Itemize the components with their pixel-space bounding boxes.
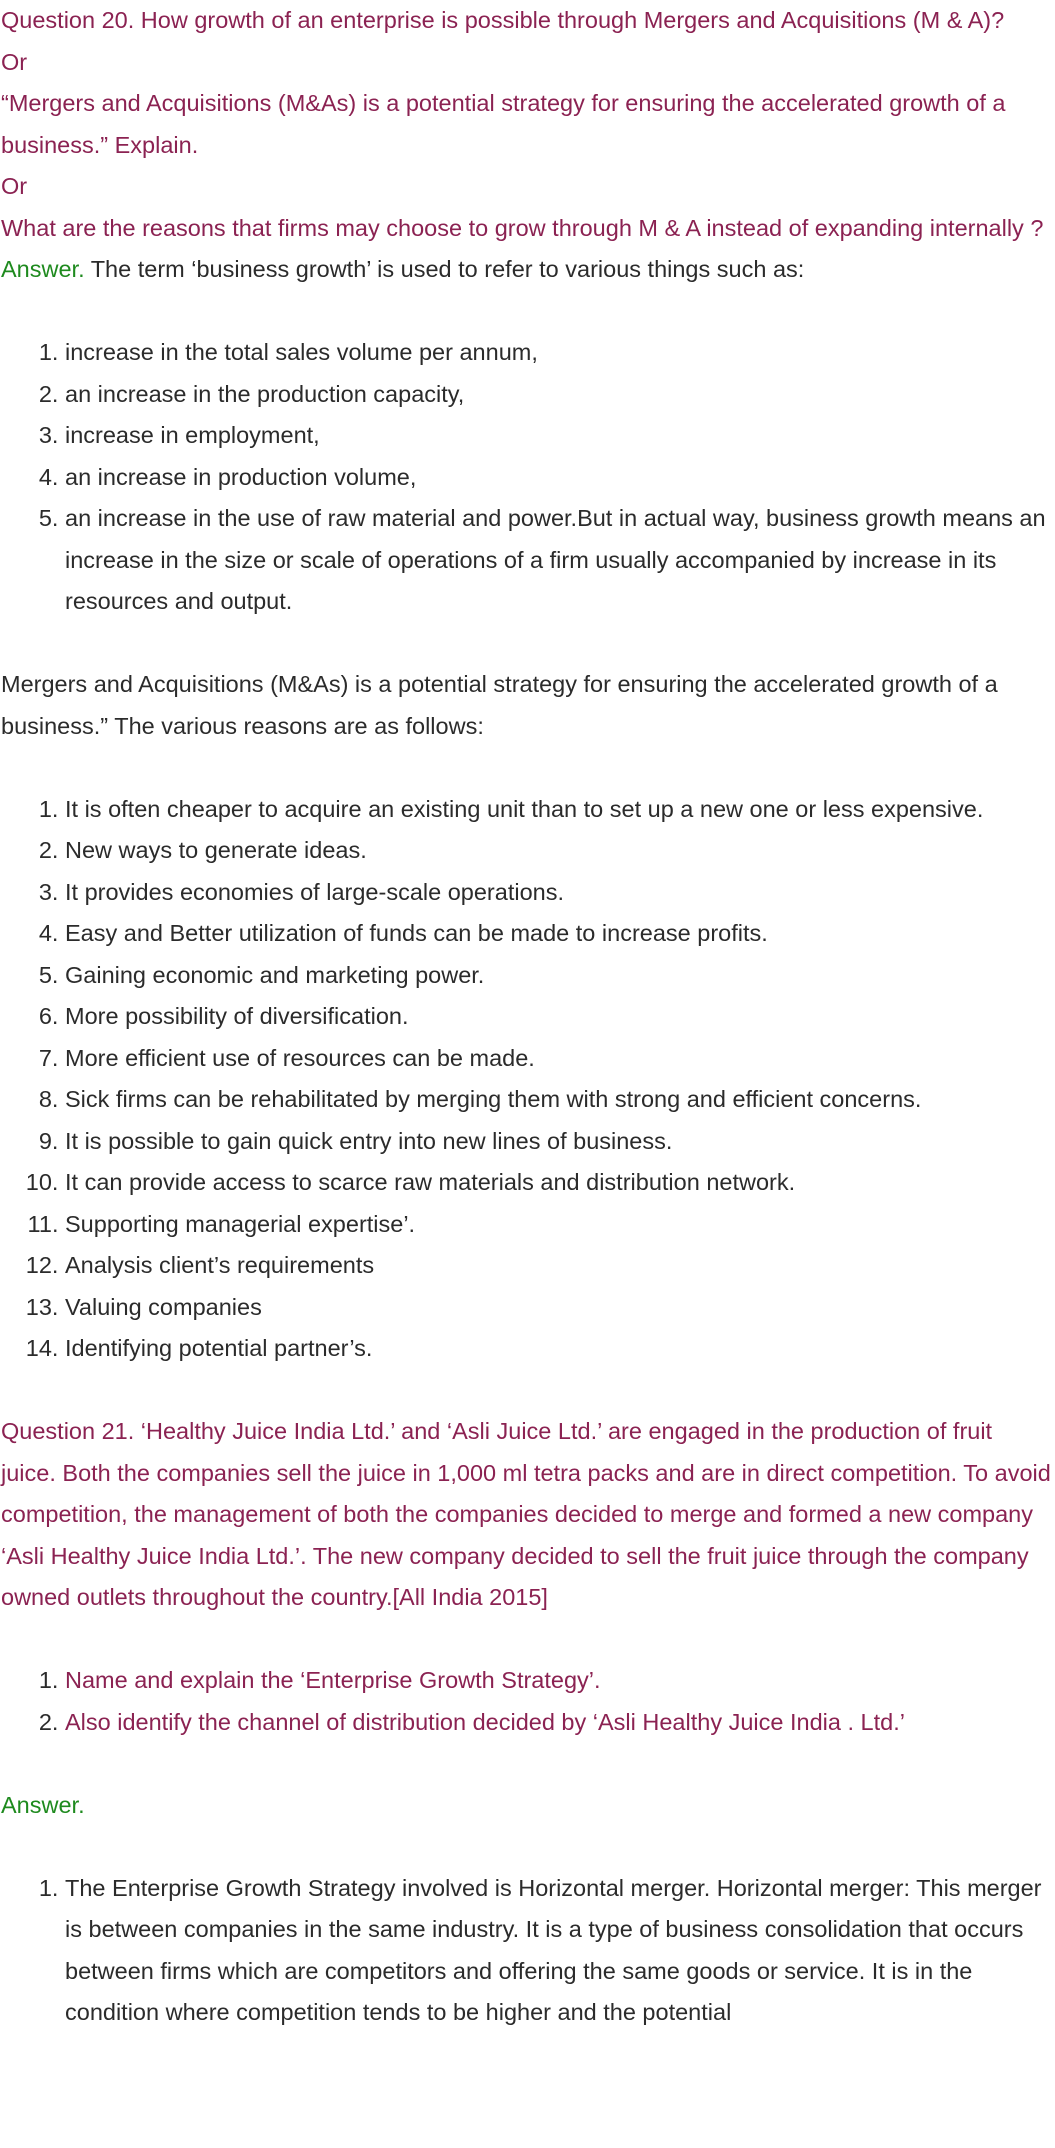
spacer	[1, 1743, 1053, 1785]
list-item: 5. Gaining economic and marketing power.	[65, 955, 1053, 997]
list-item: 1. The Enterprise Growth Strategy involved is Horizontal merger. Horizontal merger: This merger is between companies in the same industry. It is a type of business consolidation that occurs between firms which are competitors and offering the same goods or service. It is in the condition where competition tends to be higher and the potential	[65, 1868, 1053, 2034]
spacer	[1, 1370, 1053, 1412]
list-item: 12. Analysis client’s requirements	[65, 1245, 1053, 1287]
list-item: 2. an increase in the production capacity,	[65, 374, 1053, 416]
spacer	[1, 1826, 1053, 1868]
question-20-heading: Question 20. How growth of an enterprise is possible through Mergers and Acquisitions (M & A)?	[1, 7, 1005, 33]
list-item: 1. It is often cheaper to acquire an existing unit than to set up a new one or less expensive.	[65, 789, 1053, 831]
answer-21-list	[1, 1868, 1053, 2034]
spacer	[1, 623, 1053, 665]
list-item: 5. an increase in the use of raw material and power.But in actual way, business growth means an increase in the size or scale of operations of a firm usually accompanied by increase in its resources and output.	[65, 498, 1053, 623]
list-item: 8. Sick firms can be rehabilitated by merging them with strong and efficient concerns.	[65, 1079, 1053, 1121]
sub-question: 2. Also identify the channel of distribution decided by ‘Asli Healthy Juice India . Ltd.’	[65, 1702, 1053, 1744]
list-item: 4. Easy and Better utilization of funds can be made to increase profits.	[65, 913, 1053, 955]
list-item: 13. Valuing companies	[65, 1287, 1053, 1329]
question-21-heading: Question 21. ‘Healthy Juice India Ltd.’ and ‘Asli Juice Ltd.’ are engaged in the production of fruit juice. Both the companies sell the juice in 1,000 ml tetra packs and are in direct competition. To avoid competition, the management of both the companies decided to merge and formed a new company ‘Asli Healthy Juice India Ltd.’. The new company decided to sell the fruit juice through the company owned outlets throughout the country.[All India 2015]	[1, 1418, 1051, 1610]
answer-label: Answer.	[1, 1791, 85, 1818]
or-separator-1: Or	[1, 48, 28, 75]
spacer	[1, 1619, 1053, 1661]
list-item: 10. It can provide access to scarce raw materials and distribution network.	[65, 1162, 1053, 1204]
list-item: 9. It is possible to gain quick entry into new lines of business.	[65, 1121, 1053, 1163]
list-item: 11. Supporting managerial expertise’.	[65, 1204, 1053, 1246]
list-item: 3. It provides economies of large-scale operations.	[65, 872, 1053, 914]
question-20-alternate-2: What are the reasons that firms may choose to grow through M & A instead of expanding internally ?	[1, 214, 1044, 241]
list-item: 6. More possibility of diversification.	[65, 996, 1053, 1038]
spacer	[1, 291, 1053, 333]
list-item: 2. New ways to generate ideas.	[65, 830, 1053, 872]
question-21-sub-questions	[1, 1660, 1053, 1743]
list-item: 14. Identifying potential partner’s.	[65, 1328, 1053, 1370]
or-separator-2: Or	[1, 173, 28, 199]
question-20-alternate-1: “Mergers and Acquisitions (M&As) is a potential strategy for ensuring the accelerated growth of a business.” Explain.	[1, 90, 1006, 158]
reasons-list	[1, 789, 1053, 1370]
answer-20-intro	[1, 249, 1053, 291]
list-item: 1. increase in the total sales volume per annum,	[65, 332, 1053, 374]
answer-label: Answer.	[1, 256, 85, 282]
list-item: 4. an increase in production volume,	[65, 457, 1053, 499]
spacer	[1, 747, 1053, 789]
sub-question: 1. Name and explain the ‘Enterprise Growth Strategy’.	[65, 1660, 1053, 1702]
list-item: 3. increase in employment,	[65, 415, 1053, 457]
answer-intro-text: The term ‘business growth’ is used to refer to various things such as:	[84, 256, 805, 282]
answer-21-label-line	[1, 1785, 1053, 1827]
growth-list	[1, 332, 1053, 623]
reasons-intro: Mergers and Acquisitions (M&As) is a potential strategy for ensuring the accelerated growth of a business.” The various reasons are as follows:	[1, 671, 998, 739]
list-item: 7. More efficient use of resources can be made.	[65, 1038, 1053, 1080]
